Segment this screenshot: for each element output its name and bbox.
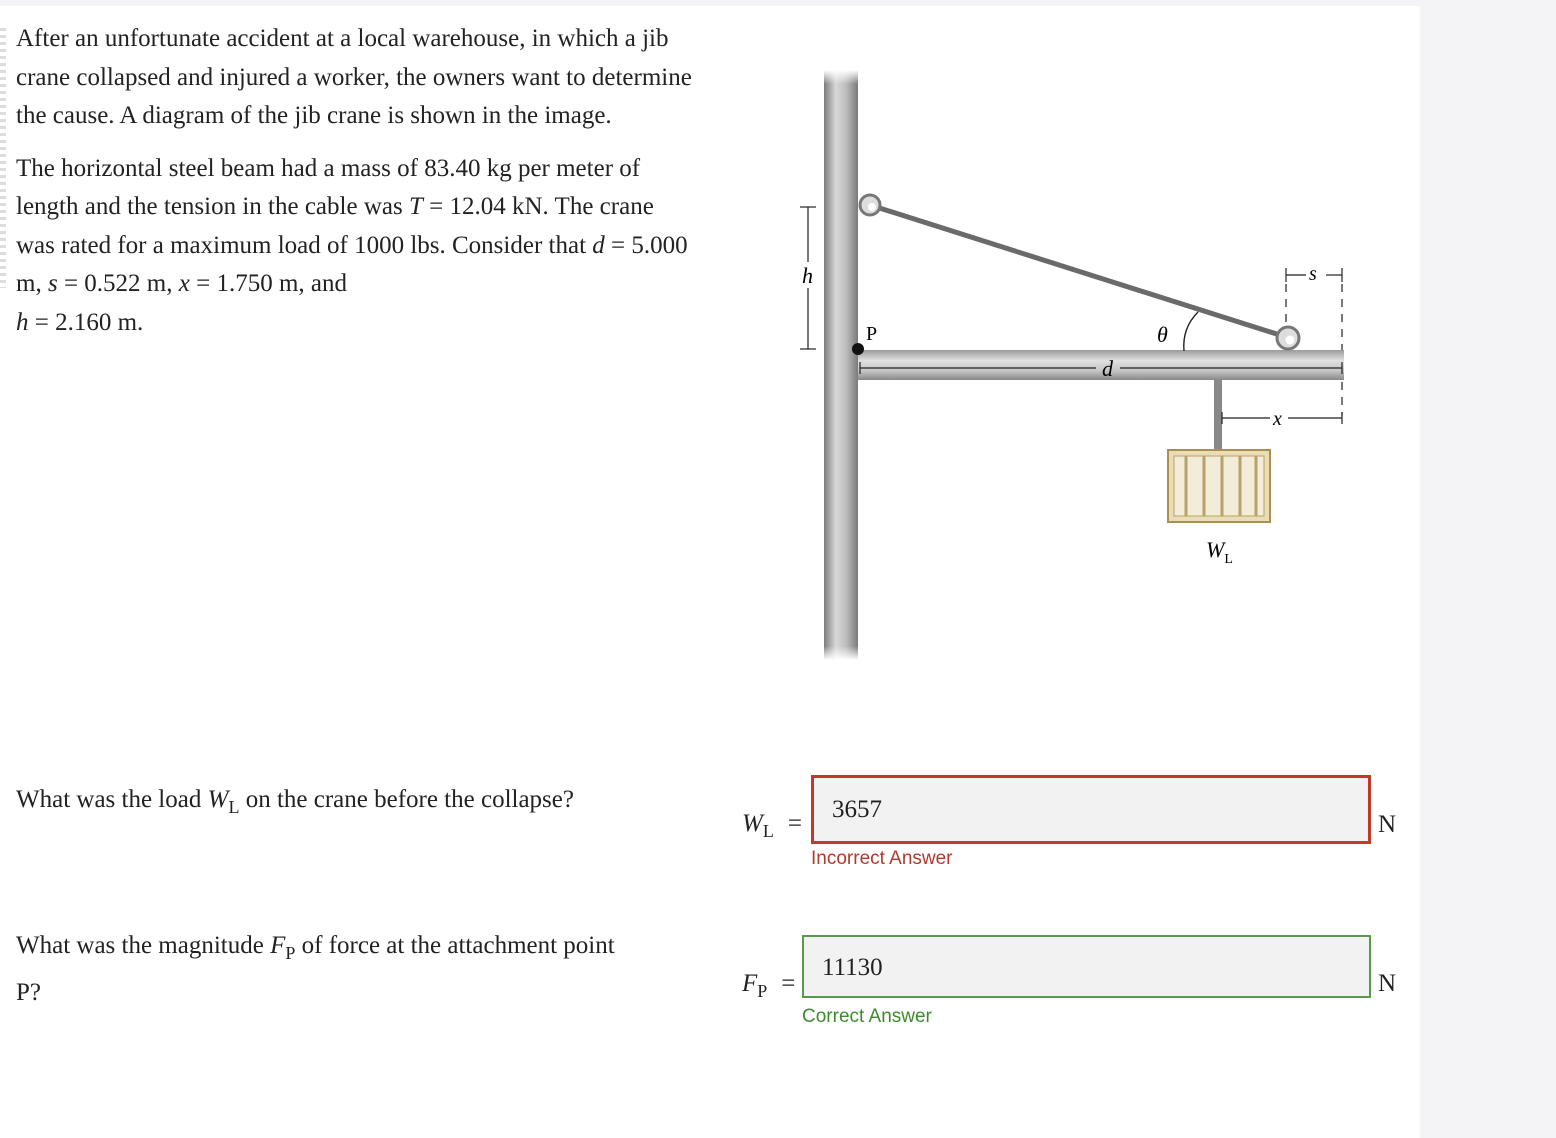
question-load: What was the load $W_L$ on the crane before the collapse? <box>16 786 574 817</box>
question-force: What was the magnitude $F_P$ of force at the attachment point P? <box>16 932 615 1006</box>
side-strip-decoration <box>0 28 8 288</box>
label-theta: θ <box>1157 322 1168 347</box>
label-s: s <box>1309 263 1317 285</box>
hanging-rod <box>1214 380 1222 450</box>
label-h: h <box>802 263 813 288</box>
horizontal-beam <box>858 350 1344 380</box>
label-wl: $W_L$ <box>1206 537 1233 567</box>
feedback-correct: Correct Answer <box>802 1006 932 1027</box>
problem-statement <box>16 20 696 356</box>
label-d: d <box>1102 356 1113 381</box>
unit-wl: N <box>1378 811 1397 838</box>
jib-crane-diagram <box>780 70 1380 670</box>
unit-fp: N <box>1378 970 1397 997</box>
label-p: P <box>866 323 878 345</box>
answer-label-fp: $F_P$ = <box>742 970 796 1001</box>
cable <box>870 205 1286 337</box>
problem-paragraph-2: The horizontal steel beam had a mass of 83.40 kg per meter of length and the tension in the cable was T = 12.04 kN. The crane was rated for a maximum load of 1000 lbs. Consider that d = 5.000 m, s = 0.522 m, x = 1.750 m, and h = 2.160 m. <box>16 154 688 336</box>
theta-arc <box>1184 312 1198 351</box>
attachment-point-p <box>852 343 864 355</box>
answer-input-fp[interactable]: 11130 <box>802 935 1371 998</box>
vertical-pole <box>824 70 858 660</box>
load-crate <box>1168 450 1270 522</box>
answer-input-wl[interactable]: 3657 <box>811 775 1371 844</box>
answer-label-wl: $W_L$ = <box>742 810 802 841</box>
problem-paragraph-1: After an unfortunate accident at a local warehouse, in which a jib crane collapsed and injured a worker, the owners want to determine the cause. A diagram of the jib crane is shown in the image. <box>16 25 692 129</box>
label-x: x <box>1273 408 1282 430</box>
feedback-incorrect: Incorrect Answer <box>811 848 953 869</box>
